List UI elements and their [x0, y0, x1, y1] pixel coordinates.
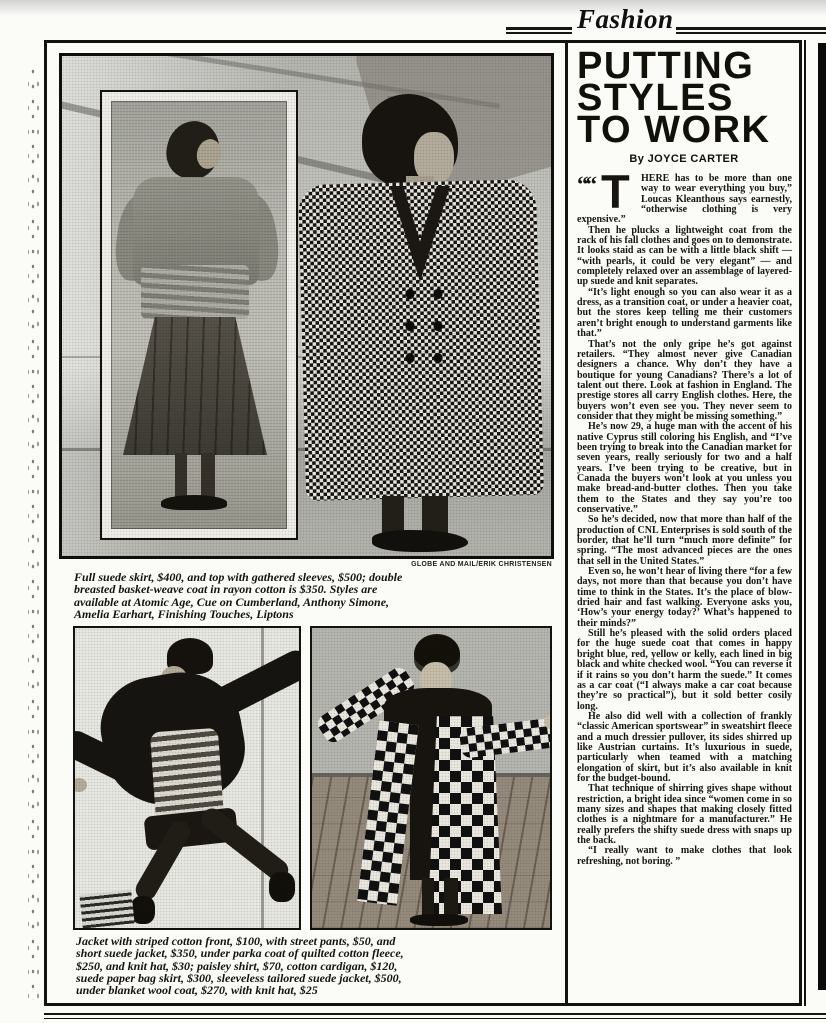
- checked-model-legs: [422, 878, 458, 918]
- jumping-model-hand: [73, 778, 87, 792]
- caption-line: $250, and knit hat, $30; paisley shirt, $70, cotton cardigan, $120,: [76, 958, 398, 973]
- headline: [577, 45, 792, 151]
- scan-edge-strip: [818, 43, 826, 990]
- main-content-box: [44, 40, 802, 1006]
- caption-line: available at Atomic Age, Cue on Cumberland, Anthony Simone,: [74, 594, 390, 609]
- radiator: [79, 890, 134, 929]
- article-paragraph: “It’s light enough so you can also wear it as a dress, as a transition coat, or under a heavier coat, but the stores keep telling me their customers aren’t bright enough to understand garments like that.”: [577, 286, 792, 340]
- article-paragraph: That’s not the only gripe he’s got against retailers. “They almost never give Canadian designers a chance. Why don’t they have a boutique for young Canadians? There’s a lot of talent out there. Look at fashion in England. The prestige stores all carry English clothes. Here, the buyers won’t even see you. They never seem to consider that they might be missing something.”: [577, 338, 792, 422]
- inset-model-suede-skirt: [123, 317, 267, 455]
- photo-inset-model: [102, 92, 296, 538]
- article-paragraph: Still he’s pleased with the solid orders placed for the huge suede coat that comes in happy bright blue, red, yellow or kelly, each lined in big black and white checked wool. “You can reverse it if it rains so you don’t harm the suede.” It comes as a car coat (“I always make a car coat because they’re so practical”), but it sold better cosily long.: [577, 628, 792, 712]
- headline-line: PUTTING: [577, 45, 755, 87]
- article-paragraph: Even so, he won’t hear of living there “for a few days, not more than that because you don’t have time to think in the States. It’s the place of blow-dried hair and fast walking. Everyone asks you, ‘How’s your energy today?’ What’s happened to their minds?”: [577, 566, 792, 629]
- article-paragraph: “I really want to make clothes that look refreshing, not boring. ”: [577, 845, 792, 867]
- article-column: [568, 43, 799, 1003]
- article-paragraph: That technique of shirring gives shape without restriction, a bright idea since “women come in so many sizes and shapes that making closely fitted clothes is a nightmare for a manufacturer.” He really prefers the shifty suede dress with snaps up the back.: [577, 783, 792, 846]
- bottom-rules: [44, 1013, 826, 1019]
- article-paragraph: [577, 165, 792, 226]
- photo-column: [47, 43, 568, 1003]
- dropcap: [577, 165, 639, 218]
- caption-line: Jacket with striped cotton front, $100, with street pants, $50, and: [76, 934, 396, 949]
- article-paragraph: He also did well with a collection of frankly “classic American sportswear” in sweatshirt fleece and a much dressier pullover, its sides shirred up like Austrian curtains. It’s luxurious in suede, particularly when teamed with a matching elongation of skirt, but it’s also available in knit for the budget-bound.: [577, 710, 792, 784]
- checked-model-shoes: [410, 914, 468, 926]
- dropcap-quotes: ““: [577, 172, 594, 197]
- article-paragraph: He’s now 29, a huge man with the accent of his native Cyprus still coloring his English, and “I’ve been trying to break into the Canadian market for seven years, really seriously for two and a half years. I’ve been trying to be creative, but in Canada the buyers won’t look at you unless you make bread-and-butter clothes. Then you take them to the States and they say you’re too conservative.”: [577, 421, 792, 515]
- photo-jumping-model: [73, 626, 301, 930]
- photos-bottom-row: [73, 626, 552, 930]
- section-title: Fashion: [577, 4, 674, 34]
- headline-line: TO WORK: [577, 109, 771, 151]
- scan-top-fade: [0, 0, 826, 16]
- jumping-model-boot: [269, 872, 295, 902]
- article-paragraph: So he’s decided, now that more than half of the production of CNL Enterprises is sold south of the border, that he’ll turn “much more definite” for spring. “The most advanced pieces are the ones that sell in the United States.”: [577, 514, 792, 567]
- inset-model-waistband: [141, 265, 249, 319]
- photo-checked-coat-model: [310, 626, 552, 930]
- scan-margin-dots: [28, 64, 39, 1000]
- headline-line: STYLES: [577, 77, 734, 119]
- caption-line: breasted basket-weave coat in rayon cotton is $350. Styles are: [74, 582, 378, 597]
- caption-line: under blanket wool coat, $270, with knit hat, $25: [76, 983, 318, 998]
- inset-model-shoes: [161, 495, 227, 510]
- caption-line: Full suede skirt, $400, and top with gathered sleeves, $500; double: [74, 570, 403, 584]
- masthead-rule-right: [676, 27, 826, 34]
- caption-bottom: [76, 935, 549, 996]
- caption-line: suede paper bag skirt, $300, sleeveless tailored suede jacket, $500,: [76, 971, 402, 986]
- article-body: [577, 165, 792, 867]
- caption-top: [74, 571, 545, 620]
- photo-top-models: [59, 53, 554, 559]
- jumping-model-boot: [131, 896, 155, 924]
- dropcap-letter: T: [601, 165, 630, 218]
- byline: By JOYCE CARTER: [629, 153, 739, 165]
- caption-line: short suede jacket, $350, under parka coat of quilted cotton fleece,: [76, 946, 404, 961]
- caption-line: Amelia Earhart, Finishing Touches, Liptons: [74, 606, 294, 621]
- inset-model-legs: [175, 453, 215, 501]
- model-right-coat-buttons: [396, 278, 448, 374]
- model-right-boots: [372, 530, 468, 552]
- article-paragraph: Then he plucks a lightweight coat from the rack of his fall clothes and goes on to demonstrate. It looks staid as can be with a little black shift — “with pearls, it could be very elegant” — and completely relaxed over an assemblage of layered-up suede and knit separates.: [577, 224, 792, 288]
- paragraph-text: HERE has to be more than one way to wear everything you buy,” Loucas Kleanthous says earnestly, “otherwise clothing is very expensive.”: [577, 173, 792, 226]
- masthead-rule-left: [506, 27, 572, 34]
- photo-credit: GLOBE AND MAIL/ERIK CHRISTENSEN: [411, 561, 552, 568]
